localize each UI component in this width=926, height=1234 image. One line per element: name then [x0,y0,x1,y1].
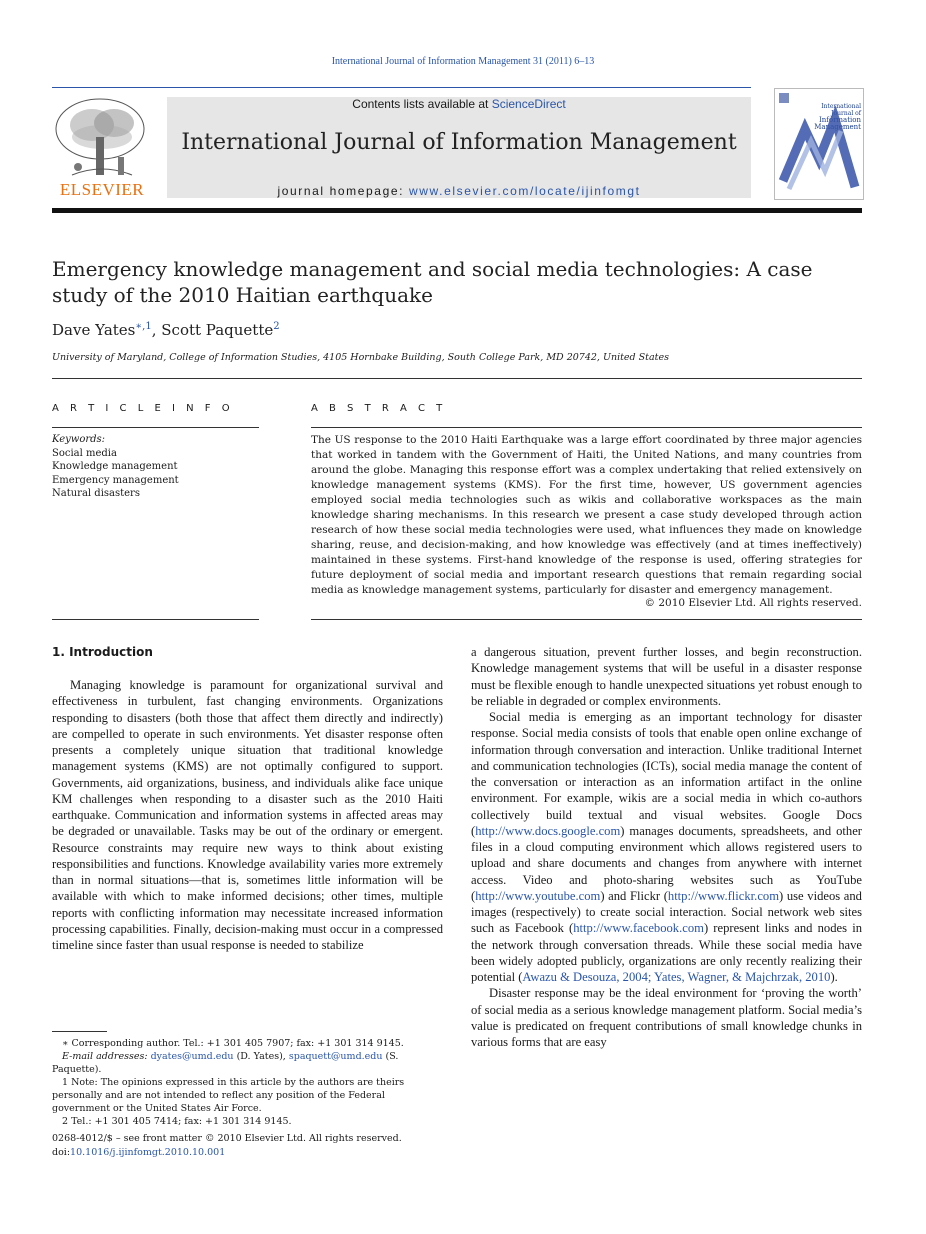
doi-prefix: doi: [52,1147,71,1158]
affiliation-rule [52,378,862,379]
footnotes [52,1037,443,1128]
footnote-1: 1 Note: The opinions expressed in this article by the authors are theirs personally and are not intended to reflect any position of the Federal government or the United States Air Force. [52,1077,405,1114]
para-text: ) manages documents, spreadsheets, and other files in a cloud computing environment which allows registered users to upload and share documents and changes from anywhere with internet access. Video and photo-sharing websites such as YouTube ( [471,823,862,903]
doi-line [52,1146,402,1160]
email-label: E-mail addresses: [62,1051,151,1062]
email-owner-2: (S. Paquette). [52,1051,399,1075]
keyword-item: Knowledge management [52,461,178,472]
affiliation: University of Maryland, College of Information Studies, 4105 Hornbake Building, South College Park, MD 20742, United States [52,352,669,363]
article-info-bottom-rule [52,619,259,620]
abstract-copyright: © 2010 Elsevier Ltd. All rights reserved. [644,597,862,609]
citation-link[interactable]: Awazu & Desouza, 2004; Yates, Wagner, & Majchrzak, 2010 [522,970,831,984]
footnote-emails [52,1050,443,1076]
abstract-heading: A B S T R A C T [311,403,447,414]
contents-prefix: Contents lists available at [352,97,492,111]
para-text: Social media is emerging as an important technology for disaster response. Social media consists of tools that enable open online exchange of information through conversation and interaction. Unlike traditional Internet and communication technologies (ICTs), social media manage the content of the conversation or interaction as an information artifact in the online environment. For example, wikis are a social media in which co-authors collectively build textual and visual websites. Google Docs ( [471,710,862,838]
journal-name: International Journal of Information Management [181,130,737,155]
author-2: Scott Paquette [161,321,274,339]
abstract-text: The US response to the 2010 Haiti Earthquake was a large effort coordinated by three major agencies that worked in tandem with the Government of Haiti, the United Nations, and many countries from around the globe. Managing this response effort was a complex undertaking that relied extensively on knowledge management systems (KMS). For the first time, however, US government agencies employed social media technologies such as wikis and collaborative workspaces as the main knowledge sharing mechanisms. In this research we present a case study developed through action research of how these social media technologies were used, what influences they made on knowledge sharing, reuse, and decision-making, and how knowledge was effectively (and at times ineffectively) maintained in these systems. First-hand knowledge of the response is used, offering strategies for future deployment of social media and important research questions that remain regarding social media as knowledge management systems, particularly for disaster and emergency management. [311,434,862,596]
facebook-link[interactable]: http://www.facebook.com [573,921,704,936]
keywords-block [52,433,179,501]
journal-cover [774,88,864,200]
intro-paragraph-disaster-response: Disaster response may be the ideal environment for ‘proving the worth’ of social media as a serious knowledge management platform. Social media’s value is predicated on frequent contributions of small knowledge chunks in various forms that are easy [471,986,862,1049]
elsevier-logo [52,97,152,199]
keyword-item: Natural disasters [52,488,140,499]
para-text: ) and Flickr ( [600,888,668,903]
journal-reference[interactable]: International Journal of Information Management 31 (2011) 6–13 [331,56,595,67]
doi-link[interactable]: 10.1016/j.ijinfomgt.2010.10.001 [70,1147,226,1158]
intro-paragraph-social-media [471,709,862,985]
header-rule [52,87,751,88]
intro-paragraph-1: Managing knowledge is paramount for organizational survival and effectiveness in turbulent, fast changing environments. Organizations responding to disasters (both those that affect them directly and indirectly) are compelled to operate in such environments. Yet disaster response often presents a completely unique situation that traditional knowledge management systems (KMS) are not optimally configured to support. Governments, aid organizations, business, and individuals alike face unique KM challenges when responding to a disaster such as the 2010 Haiti earthquake. Communication and information systems in affected areas may be degraded or unavailable. Tasks may be out of the ordinary or emergent. Resource constraints may require new ways to think about existing responsibilities and functions. Knowledge availability varies more extremely than in normal situations—that is, sometimes little information will be available with which to make informed decisions; other times, multiple reports with conflicting information may necessitate increased information processing capabilities. Finally, decision-making must occur in a compressed timeline since faster than usual response is needed to stabilize [52,678,443,952]
email-link-2[interactable]: spaquett@umd.edu [288,1051,383,1062]
issn-line: 0268-4012/$ – see front matter © 2010 Elsevier Ltd. All rights reserved. [52,1133,402,1144]
para-text: ) represent links and nodes in the network through conversation threads. While these social media have been widely adopted publicly, organizations are only recently realizing their potential ( [471,921,862,984]
intro-paragraph-continued: a dangerous situation, prevent further losses, and begin reconstruction. Knowledge management systems that will be useful in a disaster response must be flexible enough to handle unexpected situations yet robust enough to be reliable in degraded or complex environments. [471,645,862,708]
article-info-heading: A R T I C L E I N F O [52,403,234,414]
google-docs-link[interactable]: http://www.docs.google.com [475,823,621,838]
author-2-footnote-mark[interactable]: 2 [273,321,280,332]
cover-title-line3: Management [814,123,861,131]
footnote-2: 2 Tel.: +1 301 405 7414; fax: +1 301 314 9145. [62,1116,292,1127]
cover-title-line1: International Journal of [821,103,861,117]
flickr-link[interactable]: http://www.flickr.com [667,888,780,903]
journal-homepage [167,184,751,198]
youtube-link[interactable]: http://www.youtube.com [475,888,601,903]
cover-graphic-icon [775,89,863,199]
intro-right-column [471,644,862,1050]
contents-line [167,97,751,111]
cover-title-line2: Information [818,116,861,124]
email-owner-1: (D. Yates), [233,1051,289,1062]
abstract-rule [311,427,862,428]
footnote-corresponding: ∗ Corresponding author. Tel.: +1 301 405 7907; fax: +1 301 314 9145. [62,1038,404,1049]
article-info-rule [52,427,259,428]
keywords-label: Keywords: [52,434,106,445]
bottom-metadata [52,1132,402,1160]
homepage-prefix: journal homepage: [277,184,409,198]
para-text: ). [830,970,838,984]
footnote-rule [52,1031,107,1032]
author-1-footnote-mark[interactable]: ∗,1 [135,321,152,332]
sciencedirect-link[interactable]: ScienceDirect [491,97,566,111]
author-1: Dave Yates [52,321,136,339]
keyword-item: Emergency management [52,474,179,486]
email-link-1[interactable]: dyates@umd.edu [150,1051,234,1062]
author-list [52,321,280,339]
para-text: ) use videos and images (respectively) to create social interaction. Social network web sites such as Facebook ( [471,888,862,936]
abstract-bottom-rule [311,619,862,620]
author-separator: , [151,321,162,339]
publisher-wordmark: ELSEVIER [59,180,145,199]
keyword-item: Social media [52,447,117,459]
intro-left-column [52,677,443,953]
article-title: Emergency knowledge management and social media technologies: A case study of the 2010 Haitian earthquake [52,257,813,307]
section-heading-introduction: 1. Introduction [52,645,153,659]
homepage-link[interactable]: www.elsevier.com/locate/ijinfomgt [409,184,641,198]
header-thick-rule [52,208,862,213]
